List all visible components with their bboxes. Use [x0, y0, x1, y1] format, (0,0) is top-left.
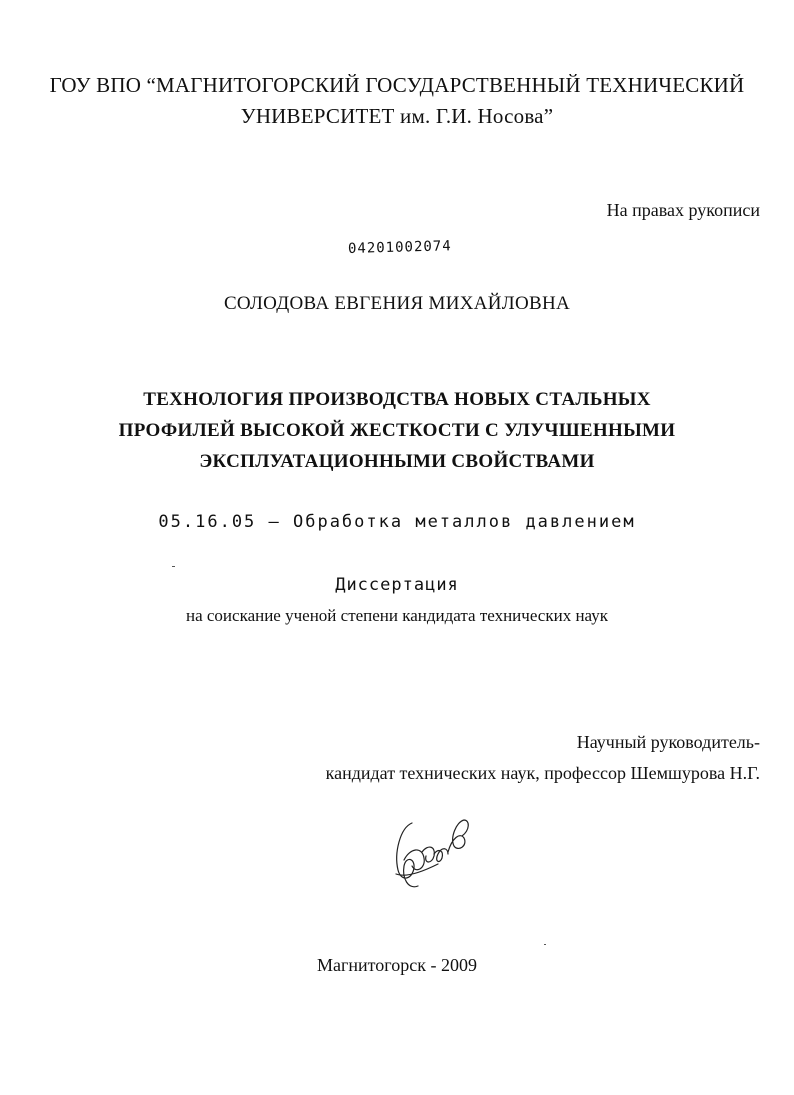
- institution-line-2: УНИВЕРСИТЕТ им. Г.И. Носова”: [240, 104, 554, 128]
- city-year: Магнитогорск - 2009: [317, 955, 477, 975]
- author-name: СОЛОДОВА ЕВГЕНИЯ МИХАЙЛОВНА: [223, 293, 571, 314]
- specialty-code: 05.16.05 – Обработка металлов давлением: [158, 512, 636, 532]
- title-line-3: ЭКСПЛУАТАЦИОННЫМИ СВОЙСТВАМИ: [199, 451, 595, 472]
- rights-note: На правах рукописи: [606, 200, 760, 220]
- title-line-2: ПРОФИЛЕЙ ВЫСОКОЙ ЖЕСТКОСТИ С УЛУЧШЕННЫМИ: [118, 420, 676, 441]
- document-type: Диссертация: [335, 575, 459, 595]
- supervisor-details: кандидат технических наук, профессор Шемшурова Н.Г.: [325, 763, 760, 783]
- scan-speck: [172, 566, 175, 567]
- degree-line: на соискание ученой степени кандидата технических наук: [185, 606, 608, 625]
- stamp-code: 04201002074: [347, 238, 452, 257]
- signature-icon: [382, 808, 477, 898]
- institution-line-1: ГОУ ВПО “МАГНИТОГОРСКИЙ ГОСУДАРСТВЕННЫЙ ТЕХНИЧЕСКИЙ: [49, 73, 745, 97]
- title-line-1: ТЕХНОЛОГИЯ ПРОИЗВОДСТВА НОВЫХ СТАЛЬНЫХ: [143, 389, 651, 410]
- scan-speck: [544, 944, 546, 945]
- supervisor-label: Научный руководитель-: [576, 732, 760, 752]
